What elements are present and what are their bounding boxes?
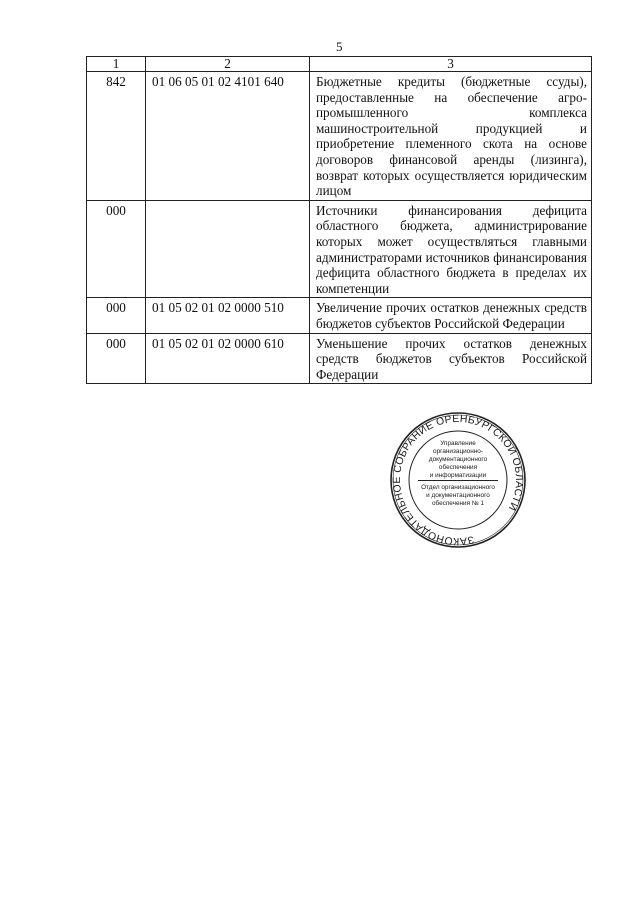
admin-code-cell: 000 [87, 298, 146, 333]
source-name-cell: Уменьшение прочих остатков денежных средств бюджетов субъектов Российской Федерации [310, 333, 592, 384]
budget-sources-table [86, 56, 592, 384]
source-code-cell: 01 05 02 01 02 0000 610 [146, 333, 310, 384]
source-name-cell: Бюджетные кредиты (бюджетные ссуды), предоставленные на обеспечение агро-промышленного комплекса машиностроительной продукцией и приобретение племенного скота на основе договоров финансовой аренды (лизинга), возврат которых осуществляется юридическим лицом [310, 72, 592, 201]
stamp-text-line: Управление [440, 440, 476, 447]
column-header-3: 3 [310, 57, 592, 72]
source-code-cell: 01 05 02 01 02 0000 510 [146, 298, 310, 333]
page-number: 5 [336, 39, 343, 54]
table-row [87, 72, 592, 201]
stamp-text-line: обеспечения [438, 464, 478, 471]
column-header-2: 2 [146, 57, 310, 72]
admin-code-cell: 000 [87, 200, 146, 298]
table-header-row [87, 57, 592, 72]
stamp-text-line: Отдел организационного [421, 484, 495, 491]
table-row [87, 200, 592, 298]
table-row [87, 298, 592, 333]
stamp-ring-text: ЗАКОНОДАТЕЛЬНОЕ СОБРАНИЕ ОРЕНБУРГСКОЙ ОБЛАСТИ [391, 413, 525, 547]
stamp-text-line: и документационного [426, 492, 490, 499]
stamp-text-line: и информатизации [418, 472, 498, 481]
stamp-text-line: организационно- [433, 448, 483, 455]
source-code-cell: 01 06 05 01 02 4101 640 [146, 72, 310, 201]
column-header-1: 1 [87, 57, 146, 72]
admin-code-cell: 000 [87, 333, 146, 384]
table-row [87, 333, 592, 384]
source-name-cell: Источники финансирования дефицита областного бюджета, администрирование которых может осуществляться главными администраторами источников финансирования дефицита областного бюджета в пределах их компетенции [310, 200, 592, 298]
source-name-cell: Увеличение прочих остатков денежных средств бюджетов субъектов Российской Федерации [310, 298, 592, 333]
source-code-cell [146, 200, 310, 298]
stamp-text-line: обеспечения № 1 [431, 500, 485, 507]
official-stamp [388, 410, 528, 550]
stamp-text-line: документационного [428, 456, 488, 463]
admin-code-cell: 842 [87, 72, 146, 201]
